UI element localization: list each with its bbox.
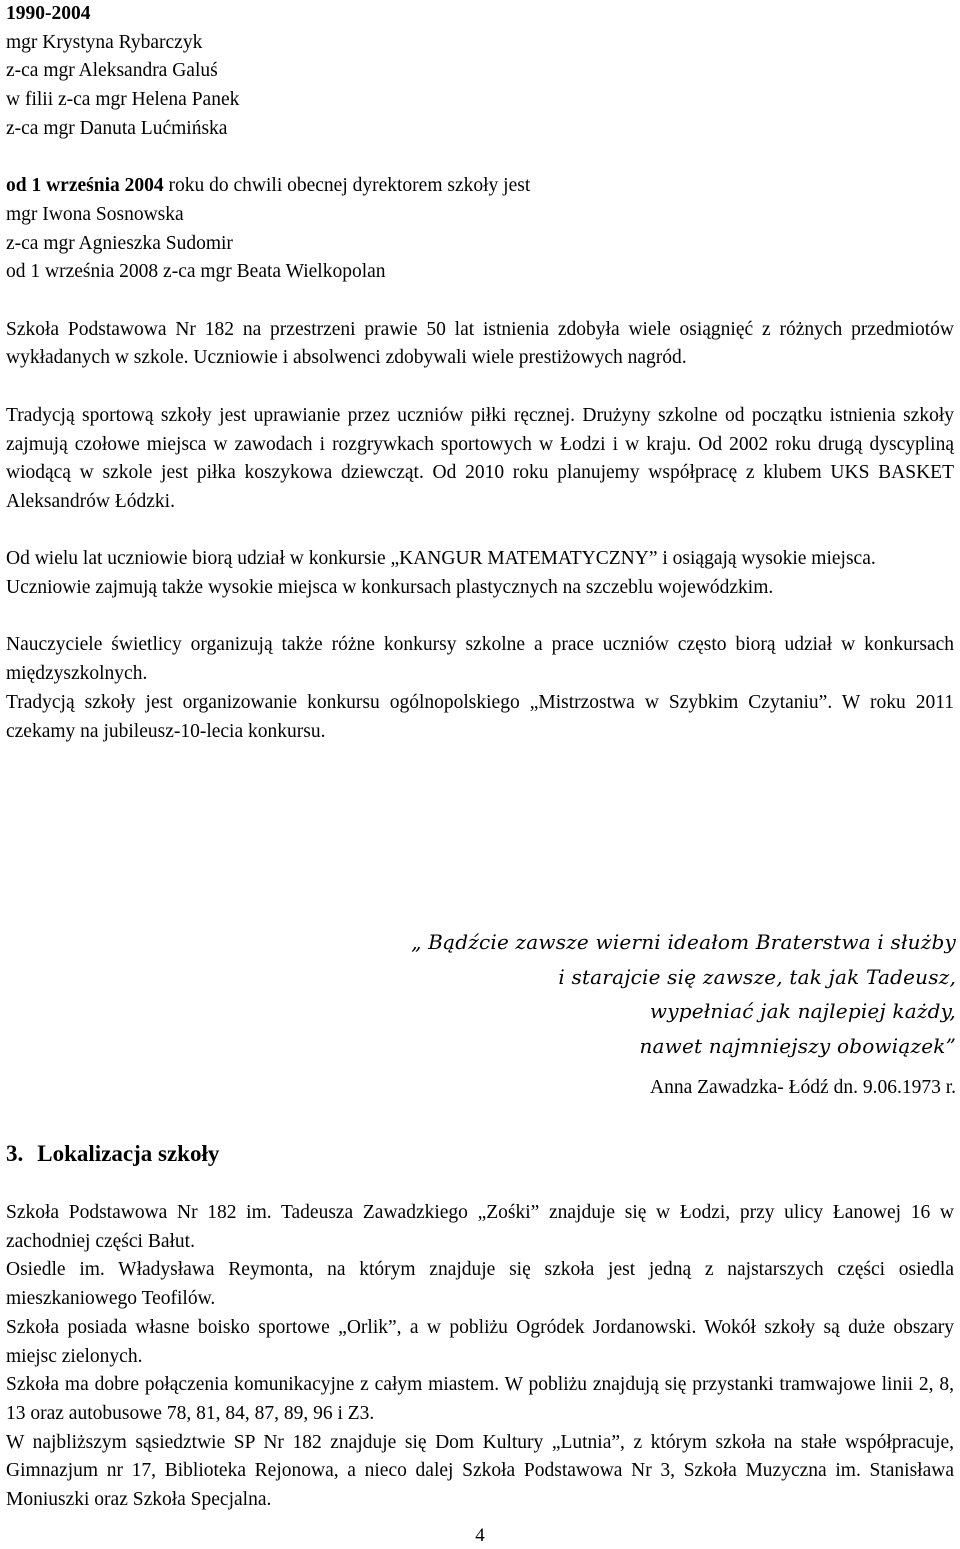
location-section: [6, 1199, 954, 1515]
location-paragraph: Szkoła ma dobre połączenia komunikacyjne z całym miastem. W pobliżu znajdują się przystanki tramwajowe linii 2, 8, 13 oraz autobusowe 78, 81, 84, 87, 89, 96 i Z3.: [6, 1374, 954, 1424]
history-line: z-ca mgr Aleksandra Galuś: [6, 60, 218, 82]
history-line: od 1 września 2008 z-ca mgr Beata Wielkopolan: [6, 261, 386, 283]
section-number: 3.: [6, 1141, 24, 1166]
quote-line: wypełniać jak najlepiej każdy,: [649, 999, 956, 1023]
motto-quote: [396, 925, 956, 1063]
history-line: z-ca mgr Danuta Lućmińska: [6, 117, 228, 139]
paragraph-achievements: Szkoła Podstawowa Nr 182 na przestrzeni prawie 50 lat istnienia zdobyła wiele osiągnięć z różnych przedmiotów wykładanych w szkole. Uczniowie i absolwenci zdobywali wiele prestiżowych nagród.: [6, 318, 954, 369]
period-title: 1990-2004: [6, 3, 91, 24]
since-date: od 1 września 2004: [6, 175, 164, 197]
quote-line: „ Bądźcie zawsze wierni ideałom Braterstwa i służby: [411, 930, 956, 954]
paragraph-math: Od wielu lat uczniowie biorą udział w konkursie „KANGUR MATEMATYCZNY” i osiągają wysokie miejsca.: [6, 548, 876, 570]
history-line: w filii z-ca mgr Helena Panek: [6, 89, 240, 111]
quote-line: nawet najmniejszy obowiązek”: [639, 1033, 956, 1058]
location-paragraph: W najbliższym sąsiedztwie SP Nr 182 znajduje się Dom Kultury „Lutnia”, z którym szkoła na stałe współpracuje, Gimnazjum nr 17, Biblioteka Rejonowa, a nieco dalej Szkoła Podstawowa Nr 3, Szkoła Muzyczna im. Stanisława Moniuszki oraz Szkoła Specjalna.: [6, 1431, 954, 1511]
paragraph-reading: Tradycją szkoły jest organizowanie konkursu ogólnopolskiego „Mistrzostwa w Szybkim Czytaniu”. W roku 2011 czekamy na jubileusz-10-lecia konkursu.: [6, 691, 954, 742]
since-rest: roku do chwili obecnej dyrektorem szkoły jest: [163, 175, 531, 197]
quote-line: i starajcie się zawsze, tak jak Tadeusz,: [558, 964, 956, 989]
history-line: mgr Krystyna Rybarczyk: [6, 31, 203, 53]
section-title: Lokalizacja szkoły: [37, 1141, 220, 1166]
location-paragraph: Szkoła posiada własne boisko sportowe „Orlik”, a w pobliżu Ogródek Jordanowski. Wokół szkoły są duże obszary miejsc zielonych.: [6, 1316, 954, 1367]
document-page: [6, 0, 954, 746]
history-line: z-ca mgr Agnieszka Sudomir: [6, 232, 233, 254]
paragraph-sport: Tradycją sportową szkoły jest uprawianie przez uczniów piłki ręcznej. Drużyny szkolne od początku istnienia szkoły zajmują czołowe miejsca w zawodach i rozgrywkach sportowych w Łodzi i w kraju. Od 2002 roku drugą dyscypliną wiodącą w szkole jest piłka koszykowa dziewcząt. Od 2010 roku planujemy współpracę z klubem UKS BASKET Aleksandrów Łódzki.: [6, 404, 954, 512]
section-heading: [6, 1138, 219, 1170]
quote-author: Anna Zawadzka- Łódź dn. 9.06.1973 r.: [650, 1077, 956, 1098]
location-paragraph: Osiedle im. Władysława Reymonta, na którym znajduje się szkoła jest jedną z najstarszych części osiedla mieszkaniowego Teofilów.: [6, 1259, 954, 1310]
history-line: mgr Iwona Sosnowska: [6, 203, 184, 225]
paragraph-art: Uczniowie zajmują także wysokie miejsca w konkursach plastycznych na szczeblu wojewódzkim.: [6, 577, 774, 598]
page-number: 4: [475, 1525, 485, 1546]
location-paragraph: Szkoła Podstawowa Nr 182 im. Tadeusza Zawadzkiego „Zośki” znajduje się w Łodzi, przy ulicy Łanowej 16 w zachodniej części Bałut.: [6, 1202, 954, 1252]
current-director-line: [6, 172, 954, 201]
paragraph-teachers: Nauczyciele świetlicy organizują także różne konkursy szkolne a prace uczniów często biorą udział w konkursach międzyszkolnych.: [6, 634, 954, 685]
